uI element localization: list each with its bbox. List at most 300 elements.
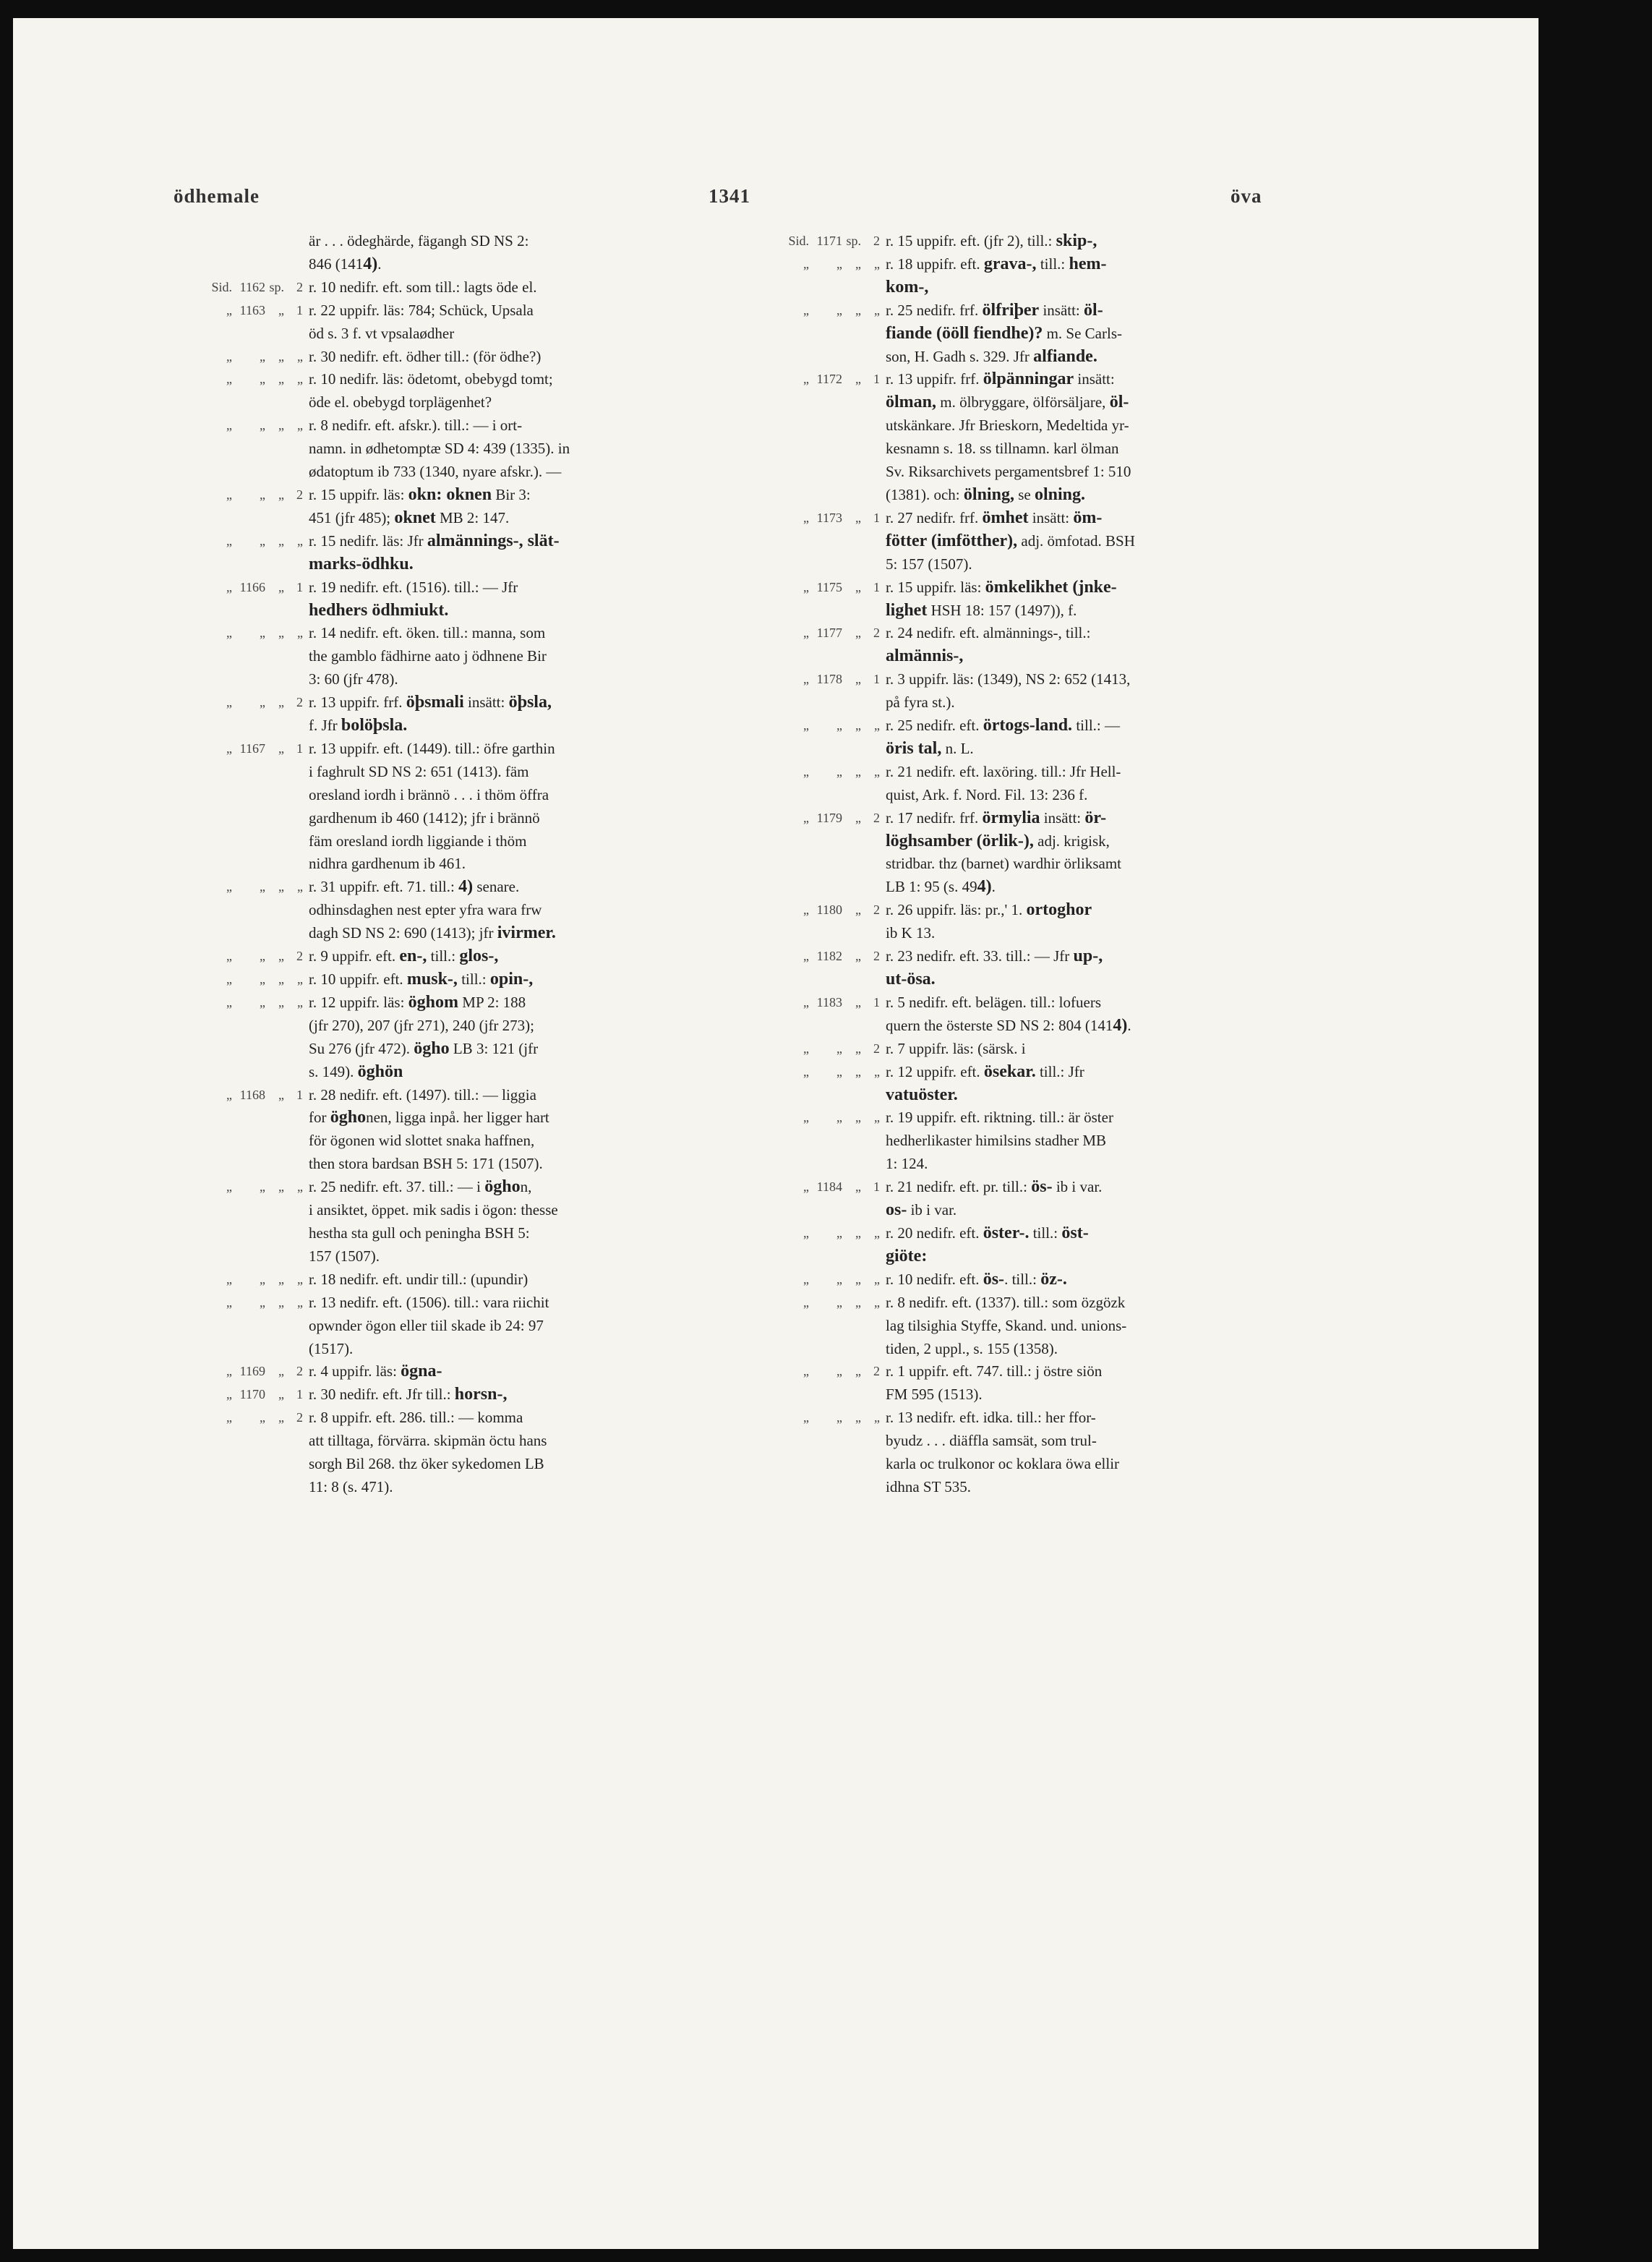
- text-line: karla oc trulkonor oc koklara öwa ellir: [886, 1455, 1120, 1473]
- reference-page: „: [836, 1225, 842, 1240]
- text-line: the gamblo fädhirne aato j ödhnene Bir: [309, 647, 547, 665]
- reference-label: „: [803, 1041, 809, 1056]
- reference-page: 1179: [816, 810, 842, 825]
- entry-reference: [159, 576, 303, 623]
- reference-label: „: [226, 741, 232, 756]
- correction-entry: [159, 1176, 737, 1268]
- entry-reference: [736, 991, 880, 1038]
- right-column: [736, 230, 1314, 1499]
- reference-col: „: [874, 1271, 880, 1286]
- reference-label: „: [226, 1087, 232, 1102]
- reference-sp: „: [855, 764, 861, 779]
- correction-entry: [736, 253, 1314, 299]
- reference-col: 1: [873, 510, 880, 525]
- correction-entry: [159, 576, 737, 623]
- correction-entry: [159, 876, 737, 945]
- text-line: i ansiktet, öppet. mik sadis i ögon: thesse: [309, 1201, 558, 1219]
- headword: musk-,: [406, 970, 458, 989]
- entry-text: [880, 230, 1314, 253]
- correction-entry: [159, 945, 737, 968]
- headword: öþsla,: [508, 693, 552, 712]
- reference-label: „: [803, 810, 809, 825]
- headword: örtogs-land.: [983, 716, 1073, 735]
- reference-label: „: [226, 372, 232, 387]
- correction-entry: [159, 368, 737, 414]
- headword: ögho: [414, 1038, 450, 1058]
- headword: ör-: [1084, 808, 1107, 827]
- reference-label: „: [803, 1410, 809, 1425]
- entry-text: [880, 1268, 1314, 1292]
- reference-page: 1170: [239, 1387, 265, 1402]
- text-line: oresland iordh i brännö . . . i thöm öffra: [309, 785, 549, 803]
- entry-text: [880, 1106, 1314, 1176]
- entry-text: [303, 1292, 737, 1361]
- reference-sp: „: [855, 1064, 861, 1079]
- entry-reference: [159, 346, 303, 369]
- text-line: r. 30 nedifr. eft. Jfr till.: horsn-,: [309, 1385, 508, 1404]
- reference-page: 1184: [816, 1179, 842, 1195]
- entry-reference: [159, 691, 303, 738]
- headword: kom-,: [886, 277, 929, 296]
- entry-text: [303, 484, 737, 530]
- reference-label: „: [226, 1271, 232, 1286]
- text-line: r. 22 uppifr. läs: 784; Schück, Upsala: [309, 301, 534, 319]
- headword: os-: [886, 1200, 907, 1220]
- correction-entry: [736, 1061, 1314, 1107]
- entry-reference: [159, 530, 303, 576]
- reference-col: 1: [873, 672, 880, 687]
- reference-label: „: [226, 695, 232, 710]
- reference-page: „: [260, 879, 265, 895]
- reference-label: Sid.: [788, 234, 809, 248]
- text-line: nidhra gardhenum ib 461.: [309, 855, 466, 873]
- entry-text: [303, 576, 737, 623]
- entry-text: [880, 299, 1314, 369]
- reference-page: „: [260, 972, 265, 986]
- entry-text: [880, 622, 1314, 668]
- headword: öster-.: [983, 1223, 1030, 1242]
- headword: skip-,: [1056, 231, 1097, 250]
- reference-sp: „: [855, 372, 861, 387]
- reference-col: [284, 230, 303, 276]
- reference-label: „: [226, 1179, 232, 1195]
- text-line: r. 21 nedifr. eft. pr. till.: ös- ib i var.: [886, 1177, 1103, 1197]
- text-line: r. 10 nedifr. eft. som till.: lagts öde el.: [309, 278, 537, 296]
- correction-entry: [159, 530, 737, 576]
- text-line: r. 10 uppifr. eft. musk-, till.: opin-,: [309, 970, 534, 989]
- correction-entry: [736, 507, 1314, 576]
- entry-text: [303, 530, 737, 576]
- entry-text: [880, 945, 1314, 991]
- reference-page: 1172: [816, 372, 842, 387]
- text-line: 11: 8 (s. 471).: [309, 1477, 393, 1495]
- reference-page: „: [260, 1271, 265, 1286]
- reference-sp: „: [278, 533, 284, 548]
- headword: almännis-,: [886, 646, 964, 666]
- entry-reference: [159, 230, 303, 276]
- reference-label: „: [226, 533, 232, 548]
- entry-reference: [736, 507, 880, 576]
- entry-text: [303, 346, 737, 369]
- text-line: r. 23 nedifr. eft. 33. till.: — Jfr up-,: [886, 947, 1103, 966]
- reference-label: „: [803, 764, 809, 779]
- text-line: fäm oresland iordh liggiande i thöm: [309, 832, 527, 850]
- reference-label: „: [803, 1364, 809, 1379]
- reference-page: „: [260, 487, 265, 502]
- reference-sp: „: [278, 879, 284, 895]
- reference-sp: „: [855, 626, 861, 641]
- reference-page: „: [260, 1179, 265, 1195]
- reference-col: „: [874, 1225, 880, 1240]
- reference-page: „: [260, 626, 265, 641]
- reference-col: „: [874, 1110, 880, 1125]
- entry-text: [880, 1038, 1314, 1061]
- correction-entry: [159, 991, 737, 1084]
- headword: löghsamber (örlik-),: [886, 831, 1034, 850]
- reference-page: „: [260, 949, 265, 964]
- reference-page: „: [836, 1294, 842, 1310]
- reference-label: Sid.: [211, 279, 232, 294]
- reference-page: „: [836, 1271, 842, 1286]
- reference-col: 1: [296, 579, 303, 594]
- reference-page: 1163: [239, 302, 265, 317]
- text-line: lighet HSH 18: 157 (1497)), f.: [886, 600, 1077, 620]
- correction-entry: [736, 368, 1314, 506]
- reference-sp: „: [855, 672, 861, 687]
- reference-col: „: [874, 1410, 880, 1425]
- headword: glos-,: [459, 947, 499, 966]
- headword: fiande (ööll fiendhe)?: [886, 323, 1043, 343]
- reference-col: „: [297, 418, 303, 433]
- reference-label: „: [226, 626, 232, 641]
- entry-text: [880, 1292, 1314, 1361]
- correction-entry: [736, 622, 1314, 668]
- reference-col: „: [297, 533, 303, 548]
- text-line: Sv. Riksarchivets pergamentsbref 1: 510: [886, 463, 1131, 481]
- correction-entry: [736, 945, 1314, 991]
- entry-reference: [736, 1038, 880, 1061]
- text-line: r. 31 uppifr. eft. 71. till.: 4) senare.: [309, 877, 520, 897]
- reference-col: 2: [296, 279, 303, 294]
- reference-label: „: [226, 994, 232, 1010]
- entry-reference: [159, 1383, 303, 1407]
- entry-text: [303, 1383, 737, 1407]
- reference-page: „: [836, 764, 842, 779]
- text-line: r. 15 uppifr. eft. (jfr 2), till.: skip-,: [886, 231, 1097, 250]
- reference-sp: „: [855, 1110, 861, 1125]
- reference-col: 2: [873, 1364, 880, 1379]
- entry-reference: [159, 876, 303, 945]
- reference-page: „: [836, 1064, 842, 1079]
- text-line: r. 27 nedifr. frf. ömhet insätt: öm-: [886, 508, 1103, 527]
- headword: öz-.: [1040, 1269, 1067, 1289]
- text-line: r. 30 nedifr. eft. ödher till.: (för ödhe?): [309, 347, 542, 365]
- text-line: r. 13 uppifr. frf. ölpänningar insätt:: [886, 370, 1115, 389]
- reference-col: „: [297, 994, 303, 1010]
- entry-text: [303, 991, 737, 1084]
- reference-label: „: [226, 1364, 232, 1379]
- text-line: r. 25 nedifr. frf. ölfriþer insätt: öl-: [886, 300, 1103, 320]
- text-line: löghsamber (örlik-), adj. krigisk,: [886, 831, 1110, 850]
- text-line: för ögonen wid slottet snaka haffnen,: [309, 1132, 535, 1150]
- text-line: r. 24 nedifr. eft. almännings-, till.:: [886, 624, 1091, 642]
- headword: en-,: [399, 947, 427, 966]
- text-line: 3: 60 (jfr 478).: [309, 670, 398, 688]
- text-line: 1: 124.: [886, 1155, 928, 1173]
- reference-page: „: [836, 256, 842, 271]
- headword: alfiande.: [1033, 346, 1097, 366]
- entry-reference: [736, 899, 880, 945]
- headword: ögna-: [401, 1362, 442, 1381]
- headword: almännings-, slät-: [427, 531, 560, 550]
- entry-text: [880, 1061, 1314, 1107]
- text-line: på fyra st.).: [886, 693, 955, 712]
- reference-sp: „: [278, 418, 284, 433]
- headword: giöte:: [886, 1246, 928, 1266]
- reference-page: [236, 230, 265, 276]
- text-line: 157 (1507).: [309, 1247, 380, 1265]
- entry-text: [303, 368, 737, 414]
- entry-reference: [736, 299, 880, 369]
- reference-sp: „: [855, 949, 861, 964]
- page-number: 1341: [709, 185, 750, 207]
- text-line: for öghonen, ligga inpå. her ligger hart: [309, 1108, 549, 1127]
- entry-reference: [736, 807, 880, 900]
- headword: bolöþsla.: [341, 716, 408, 735]
- reference-col: 2: [296, 487, 303, 502]
- reference-label: „: [803, 994, 809, 1010]
- headword: öghom: [408, 992, 459, 1012]
- entry-text: [880, 1407, 1314, 1499]
- reference-sp: „: [855, 1271, 861, 1286]
- text-line: öde el. obebygd torplägenhet?: [309, 393, 492, 411]
- reference-label: „: [803, 302, 809, 317]
- text-line: [886, 968, 1314, 991]
- reference-col: 2: [296, 1364, 303, 1379]
- entry-text: [303, 1084, 737, 1177]
- headword: hedhers ödhmiukt.: [309, 600, 449, 620]
- entry-text: [880, 1360, 1314, 1407]
- reference-col: „: [297, 972, 303, 986]
- entry-reference: [159, 414, 303, 484]
- headword: öghön: [357, 1062, 403, 1081]
- reference-col: „: [874, 718, 880, 733]
- reference-page: „: [260, 533, 265, 548]
- entry-reference: [159, 368, 303, 414]
- reference-label: „: [226, 349, 232, 364]
- text-line: r. 5 nedifr. eft. belägen. till.: lofuers: [886, 993, 1101, 1011]
- correction-entry: [736, 991, 1314, 1038]
- entry-reference: [159, 738, 303, 876]
- entry-text: [303, 299, 737, 346]
- reference-sp: sp.: [269, 279, 284, 294]
- reference-sp: „: [855, 1294, 861, 1310]
- reference-page: „: [836, 1364, 842, 1379]
- reference-sp: „: [278, 1271, 284, 1286]
- reference-col: 2: [296, 949, 303, 964]
- headword: ölning,: [963, 485, 1014, 504]
- correction-entry: [159, 1268, 737, 1292]
- text-line: (jfr 270), 207 (jfr 271), 240 (jfr 273);: [309, 1016, 535, 1034]
- reference-col: 1: [873, 372, 880, 387]
- text-line: r. 25 nedifr. eft. örtogs-land. till.: —: [886, 716, 1120, 735]
- entry-reference: [736, 714, 880, 761]
- entry-text: [880, 368, 1314, 506]
- entry-reference: [736, 1360, 880, 1407]
- text-line: 846 (1414).: [309, 254, 382, 273]
- reference-page: „: [836, 302, 842, 317]
- entry-reference: [736, 1222, 880, 1268]
- reference-label: „: [803, 372, 809, 387]
- text-line: i faghrult SD NS 2: 651 (1413). fäm: [309, 762, 529, 780]
- correction-entry: [736, 1407, 1314, 1499]
- reference-label: „: [803, 626, 809, 641]
- reference-label: „: [803, 949, 809, 964]
- reference-sp: „: [278, 626, 284, 641]
- reference-label: „: [803, 1225, 809, 1240]
- reference-label: „: [226, 1387, 232, 1402]
- correction-entry: [159, 414, 737, 484]
- correction-entry: [736, 1176, 1314, 1222]
- reference-sp: „: [278, 1087, 284, 1102]
- correction-entry: [736, 1106, 1314, 1176]
- reference-col: „: [874, 1294, 880, 1310]
- text-line: gardhenum ib 460 (1412); jfr i brännö: [309, 808, 540, 827]
- reference-col: 2: [873, 949, 880, 964]
- entry-text: [880, 507, 1314, 576]
- reference-label: „: [226, 302, 232, 317]
- headword: vatuöster.: [886, 1085, 958, 1104]
- text-line: ib K 13.: [886, 924, 936, 942]
- headword: ivirmer.: [497, 923, 556, 943]
- reference-label: „: [803, 1064, 809, 1079]
- reference-label: „: [803, 256, 809, 271]
- reference-page: 1162: [239, 279, 265, 294]
- entry-reference: [159, 1407, 303, 1499]
- text-line: [886, 645, 1314, 668]
- text-line: [309, 599, 737, 623]
- text-line: r. 8 nedifr. eft. (1337). till.: som özgözk: [886, 1293, 1126, 1311]
- correction-entry: [736, 576, 1314, 623]
- text-line: hedherlikaster himilsins stadher MB: [886, 1132, 1107, 1150]
- text-line: ölman, m. ölbryggare, ölförsäljare, öl-: [886, 393, 1129, 412]
- reference-page: „: [260, 349, 265, 364]
- reference-page: „: [260, 1294, 265, 1310]
- correction-entry: [736, 899, 1314, 945]
- reference-page: 1169: [239, 1364, 265, 1379]
- reference-page: „: [260, 418, 265, 433]
- reference-sp: „: [855, 510, 861, 525]
- text-line: r. 13 uppifr. eft. (1449). till.: öfre garthin: [309, 739, 555, 757]
- headword: öþsmali: [406, 693, 464, 712]
- text-line: r. 18 uppifr. eft. grava-, till.: hem-: [886, 254, 1107, 273]
- entry-reference: [159, 991, 303, 1084]
- entry-reference: [736, 1106, 880, 1176]
- reference-page: „: [836, 1110, 842, 1125]
- entry-reference: [736, 1268, 880, 1292]
- reference-sp: „: [855, 994, 861, 1010]
- reference-sp: „: [855, 810, 861, 825]
- text-line: byudz . . . diäffla samsät, som trul-: [886, 1432, 1097, 1450]
- entry-text: [880, 668, 1314, 714]
- reference-sp: „: [278, 302, 284, 317]
- text-line: r. 12 uppifr. läs: öghom MP 2: 188: [309, 992, 526, 1012]
- text-line: r. 21 nedifr. eft. laxöring. till.: Jfr Hell-: [886, 762, 1121, 780]
- text-line: odhinsdaghen nest epter yfra wara frw: [309, 901, 542, 919]
- entry-reference: [736, 622, 880, 668]
- correction-entry: [736, 230, 1314, 253]
- text-line: sorgh Bil 268. thz öker sykedomen LB: [309, 1455, 544, 1473]
- entry-text: [880, 253, 1314, 299]
- text-line: 451 (jfr 485); oknet MB 2: 147.: [309, 508, 510, 527]
- reference-sp: „: [278, 994, 284, 1010]
- entry-reference: [736, 668, 880, 714]
- correction-entry: [736, 1292, 1314, 1361]
- text-line: Su 276 (jfr 472). ögho LB 3: 121 (jfr: [309, 1038, 539, 1058]
- text-line: r. 8 uppifr. eft. 286. till.: — komma: [309, 1409, 523, 1427]
- headword: ömhet: [982, 508, 1029, 527]
- headword: öl-: [1084, 300, 1103, 320]
- text-line: [886, 1245, 1314, 1268]
- reference-col: „: [297, 1179, 303, 1195]
- headword: oknet: [394, 508, 436, 527]
- headword: 4): [977, 877, 992, 897]
- left-column: [159, 230, 737, 1499]
- correction-entry: [159, 346, 737, 369]
- reference-sp: „: [855, 1410, 861, 1425]
- reference-label: „: [226, 579, 232, 594]
- entry-reference: [736, 1292, 880, 1361]
- text-line: att tilltaga, förvärra. skipmän öctu hans: [309, 1432, 547, 1450]
- reference-col: „: [297, 1294, 303, 1310]
- reference-col: „: [874, 764, 880, 779]
- entry-text: [303, 414, 737, 484]
- reference-label: „: [803, 1179, 809, 1195]
- text-line: os- ib i var.: [886, 1200, 957, 1220]
- text-line: r. 9 uppifr. eft. en-, till.: glos-,: [309, 947, 499, 966]
- headword: ut-ösa.: [886, 970, 936, 989]
- headword: öst-: [1061, 1223, 1089, 1242]
- entry-reference: [736, 576, 880, 623]
- entry-text: [303, 691, 737, 738]
- reference-sp: „: [278, 972, 284, 986]
- entry-reference: [159, 622, 303, 691]
- reference-sp: „: [278, 579, 284, 594]
- headword: lighet: [886, 600, 928, 620]
- correction-entry: [736, 668, 1314, 714]
- reference-sp: „: [278, 1294, 284, 1310]
- text-line: LB 1: 95 (s. 494).: [886, 877, 996, 897]
- correction-entry: [736, 1038, 1314, 1061]
- text-line: quist, Ark. f. Nord. Fil. 13: 236 f.: [886, 785, 1088, 803]
- reference-col: 1: [296, 302, 303, 317]
- reference-label: „: [803, 672, 809, 687]
- text-line: r. 10 nedifr. läs: ödetomt, obebygd tomt;: [309, 370, 553, 388]
- headword: grava-,: [983, 254, 1037, 273]
- reference-sp: „: [278, 349, 284, 364]
- headword: up-,: [1073, 947, 1103, 966]
- correction-entry: [159, 1084, 737, 1177]
- reference-page: 1178: [816, 672, 842, 687]
- reference-col: 2: [296, 695, 303, 710]
- reference-label: „: [803, 718, 809, 733]
- entry-text: [303, 1176, 737, 1268]
- headword: ös-: [1031, 1177, 1053, 1197]
- entry-reference: [159, 1268, 303, 1292]
- reference-page: 1182: [816, 949, 842, 964]
- entry-reference: [159, 1360, 303, 1383]
- reference-label: „: [803, 902, 809, 918]
